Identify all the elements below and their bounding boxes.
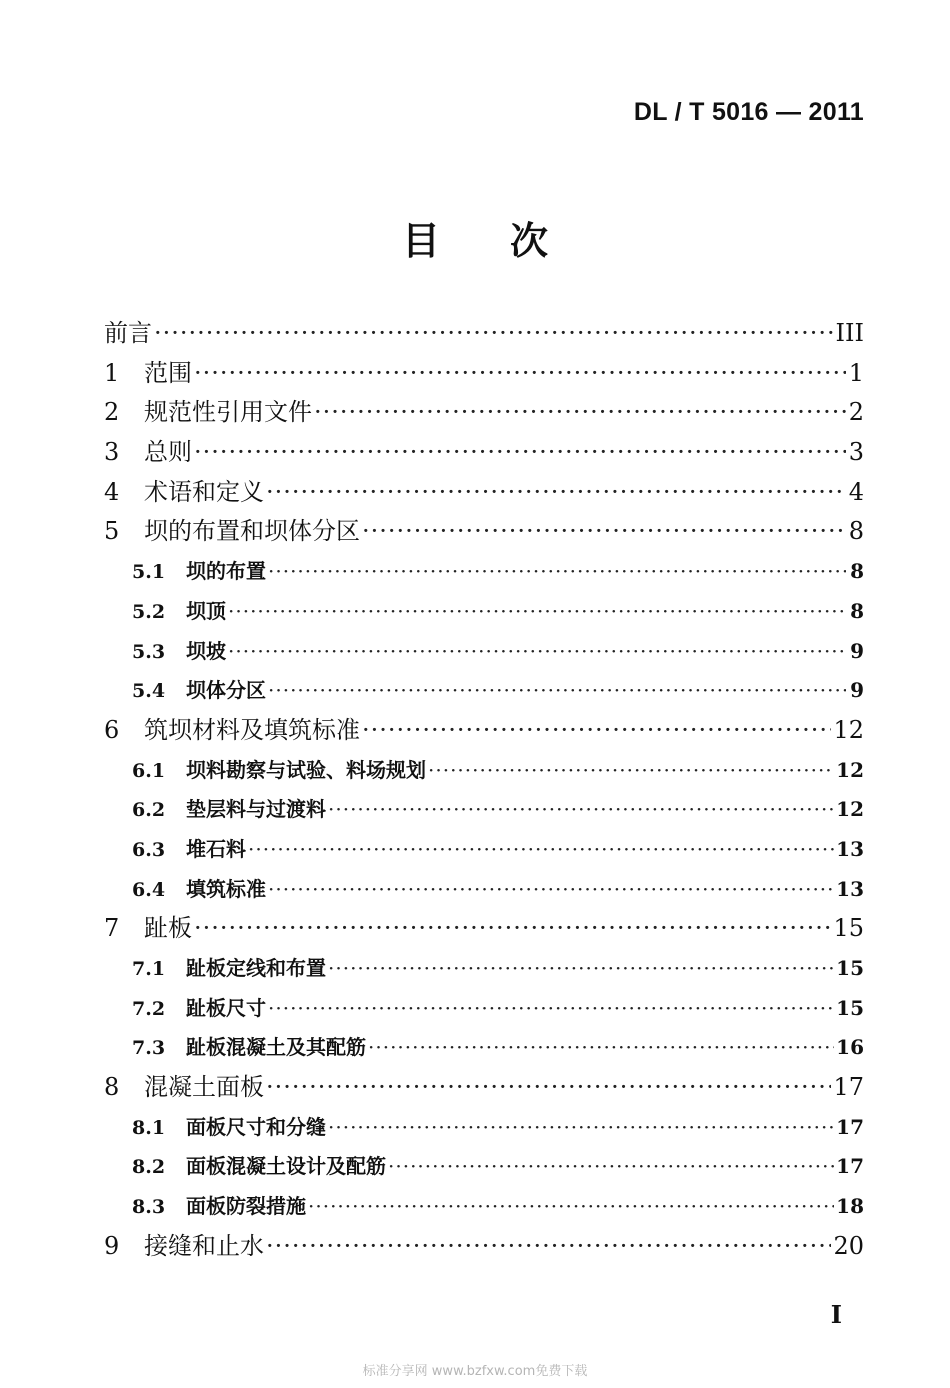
toc-entry[interactable] — [104, 711, 864, 751]
page-number: I — [830, 1300, 842, 1329]
table-of-contents — [104, 314, 864, 1267]
toc-entry-label: 坝的布置和坝体分区 — [144, 517, 360, 546]
toc-entry[interactable] — [104, 1147, 864, 1187]
toc-entry-label: 垫层料与过渡料 — [186, 797, 326, 822]
toc-entry-page: 17 — [833, 1073, 864, 1102]
toc-entry-number: 5.4 — [132, 680, 166, 703]
toc-entry[interactable] — [104, 949, 864, 989]
toc-entry-number: 7 — [104, 914, 120, 943]
toc-entry-number: 8 — [104, 1073, 120, 1102]
toc-entry-number: 8.3 — [132, 1196, 166, 1219]
dot-leader — [228, 632, 846, 672]
toc-entry[interactable] — [104, 909, 864, 949]
toc-entry-number: 3 — [104, 438, 120, 467]
toc-entry-page: 9 — [850, 638, 864, 663]
dot-leader — [362, 711, 831, 751]
toc-entry-page: 8 — [848, 517, 864, 546]
dot-leader — [328, 790, 834, 830]
toc-entry-label: 坝顶 — [186, 598, 226, 623]
dot-leader — [428, 751, 834, 791]
toc-entry[interactable] — [104, 552, 864, 592]
toc-entry[interactable] — [104, 314, 864, 354]
dot-leader — [268, 671, 846, 711]
toc-entry-label: 面板防裂措施 — [186, 1194, 306, 1219]
dot-leader — [194, 909, 831, 949]
toc-entry-number: 1 — [104, 358, 120, 387]
toc-entry-number: 4 — [104, 477, 120, 506]
toc-entry-page: 17 — [836, 1114, 864, 1139]
toc-entry-label: 范围 — [144, 358, 192, 387]
toc-entry-label: 总则 — [144, 438, 192, 467]
toc-entry-label: 术语和定义 — [144, 477, 264, 506]
dot-leader — [266, 1068, 831, 1108]
toc-entry-label: 接缝和止水 — [144, 1231, 264, 1260]
toc-entry-page: 15 — [836, 956, 864, 980]
dot-leader — [268, 989, 834, 1029]
dot-leader — [266, 473, 846, 513]
toc-entry-number: 7.3 — [132, 1037, 166, 1060]
toc-entry-label: 面板混凝土设计及配筋 — [186, 1154, 386, 1179]
toc-entry-label: 趾板混凝土及其配筋 — [186, 1035, 366, 1060]
toc-entry-label: 坝体分区 — [186, 678, 266, 703]
dot-leader — [154, 314, 834, 354]
toc-entry-label: 混凝土面板 — [144, 1073, 264, 1102]
dot-leader — [194, 433, 846, 473]
toc-entry-page: 18 — [836, 1194, 864, 1219]
toc-entry-page: 8 — [850, 559, 864, 584]
toc-entry-page: 12 — [833, 715, 864, 744]
toc-entry[interactable] — [104, 1227, 864, 1267]
toc-entry-page: 13 — [836, 876, 864, 901]
toc-entry[interactable] — [104, 592, 864, 632]
toc-entry-label: 面板尺寸和分缝 — [186, 1114, 326, 1139]
dot-leader — [328, 949, 834, 989]
toc-entry-number: 8.1 — [132, 1116, 166, 1139]
toc-entry-label: 前言 — [104, 319, 152, 347]
dot-leader — [388, 1147, 834, 1187]
toc-entry-number: 7.2 — [132, 997, 166, 1020]
title-char-right: 次 — [510, 218, 549, 263]
toc-entry[interactable] — [104, 473, 864, 513]
toc-entry-page: III — [835, 319, 864, 347]
toc-entry-number: 5.3 — [132, 640, 166, 663]
standard-number: DL / T 5016 — 2011 — [633, 98, 864, 126]
dot-leader — [268, 870, 834, 910]
toc-entry-label: 筑坝材料及填筑标准 — [144, 715, 360, 744]
dot-leader — [268, 552, 846, 592]
dot-leader — [308, 1187, 834, 1227]
toc-entry-label: 趾板定线和布置 — [186, 956, 326, 980]
dot-leader — [266, 1227, 831, 1267]
toc-entry[interactable] — [104, 512, 864, 552]
toc-entry-number: 5.2 — [132, 600, 166, 623]
toc-entry-label: 坝料勘察与试验、料场规划 — [186, 757, 426, 782]
toc-entry[interactable] — [104, 870, 864, 910]
toc-entry-page: 8 — [850, 598, 864, 623]
dot-leader — [328, 1108, 834, 1148]
toc-entry-number: 9 — [104, 1231, 120, 1260]
toc-entry-number: 6.1 — [132, 759, 166, 782]
toc-entry-page: 20 — [833, 1231, 864, 1260]
toc-entry[interactable] — [104, 632, 864, 672]
dot-leader — [362, 512, 846, 552]
toc-entry-page: 9 — [850, 678, 864, 703]
dot-leader — [228, 592, 846, 632]
watermark: 标准分享网 www.bzfxw.com免费下载 — [362, 1364, 588, 1379]
toc-entry-page: 12 — [836, 757, 864, 782]
toc-entry-page: 15 — [833, 914, 864, 943]
toc-entry-label: 趾板尺寸 — [186, 995, 266, 1020]
toc-entry[interactable] — [104, 1108, 864, 1148]
toc-entry[interactable] — [104, 790, 864, 830]
toc-entry-label: 坝的布置 — [186, 559, 266, 584]
toc-entry[interactable] — [104, 1028, 864, 1068]
toc-entry-label: 填筑标准 — [186, 876, 266, 901]
toc-entry-number: 7.1 — [132, 958, 166, 980]
toc-entry-number: 6.3 — [132, 838, 166, 861]
toc-entry-number: 6 — [104, 715, 120, 744]
toc-entry-number: 2 — [104, 398, 120, 427]
page-title — [0, 210, 950, 265]
dot-leader — [368, 1028, 834, 1068]
title-char-left: 目 — [401, 218, 440, 263]
toc-entry[interactable] — [104, 671, 864, 711]
toc-entry[interactable] — [104, 1187, 864, 1227]
toc-entry[interactable] — [104, 830, 864, 870]
toc-entry-number: 5.1 — [132, 561, 166, 584]
toc-entry-page: 4 — [848, 477, 864, 506]
toc-entry-page: 13 — [836, 836, 864, 861]
toc-entry-label: 趾板 — [144, 914, 192, 943]
dot-leader — [194, 354, 846, 394]
toc-entry-page: 1 — [848, 358, 864, 387]
toc-entry-page: 17 — [836, 1154, 864, 1179]
toc-entry[interactable] — [104, 433, 864, 473]
toc-entry-page: 16 — [836, 1035, 864, 1060]
toc-entry-number: 5 — [104, 517, 120, 546]
toc-entry-number: 6.2 — [132, 799, 166, 822]
dot-leader — [248, 830, 834, 870]
toc-entry[interactable] — [104, 751, 864, 791]
toc-entry-label: 坝坡 — [186, 638, 226, 663]
dot-leader — [314, 393, 846, 433]
toc-entry-number: 6.4 — [132, 878, 166, 901]
toc-entry[interactable] — [104, 354, 864, 394]
toc-entry-label: 堆石料 — [186, 836, 246, 861]
toc-entry[interactable] — [104, 1068, 864, 1108]
toc-entry-page: 2 — [848, 398, 864, 427]
toc-entry-number: 8.2 — [132, 1156, 166, 1179]
toc-entry-page: 12 — [836, 797, 864, 822]
toc-entry-label: 规范性引用文件 — [144, 398, 312, 427]
toc-entry[interactable] — [104, 393, 864, 433]
toc-entry[interactable] — [104, 989, 864, 1029]
toc-entry-page: 3 — [848, 438, 864, 467]
toc-entry-page: 15 — [836, 995, 864, 1020]
